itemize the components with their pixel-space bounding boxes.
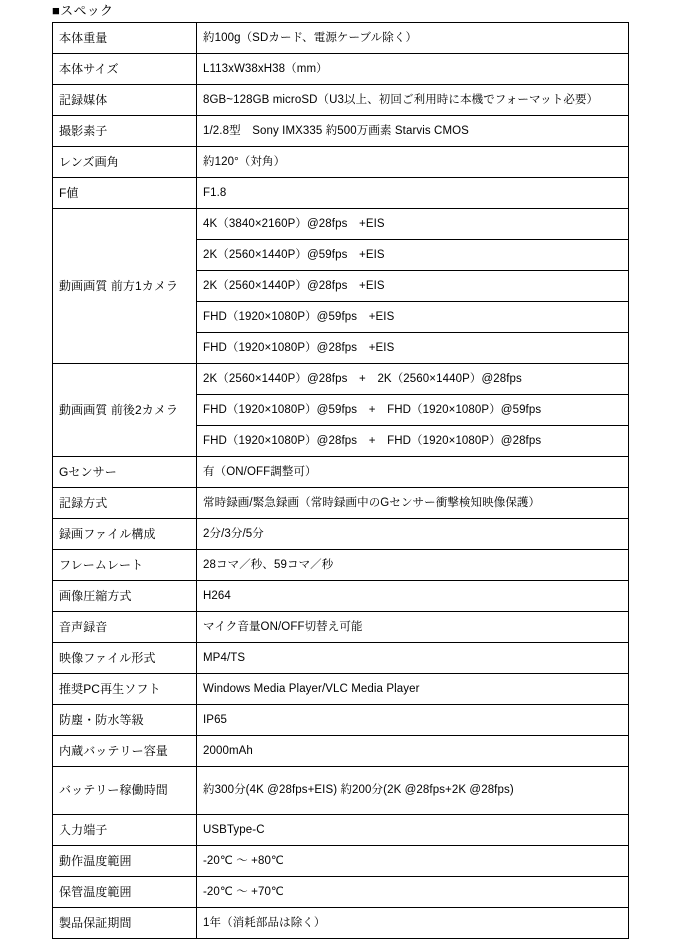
spec-value: 2000mAh	[197, 736, 629, 767]
spec-label: 防塵・防水等級	[53, 705, 197, 736]
spec-label: Gセンサー	[53, 457, 197, 488]
spec-value: マイク音量ON/OFF切替え可能	[197, 612, 629, 643]
spec-table	[52, 22, 629, 939]
table-row	[53, 908, 629, 939]
spec-value: 2K（2560×1440P）@59fps +EIS	[197, 240, 629, 271]
spec-value: 約300分(4K @28fps+EIS) 約200分(2K @28fps+2K @28fps)	[197, 767, 629, 815]
spec-value: 常時録画/緊急録画（常時録画中のGセンサー衝撃検知映像保護）	[197, 488, 629, 519]
table-row	[53, 54, 629, 85]
spec-label: 推奨PC再生ソフト	[53, 674, 197, 705]
spec-label: 保管温度範囲	[53, 877, 197, 908]
spec-label: 音声録音	[53, 612, 197, 643]
spec-value: FHD（1920×1080P）@28fps +EIS	[197, 333, 629, 364]
spec-label: 製品保証期間	[53, 908, 197, 939]
spec-value: L113xW38xH38（mm）	[197, 54, 629, 85]
table-row	[53, 736, 629, 767]
spec-label: 動画画質 前後2カメラ	[53, 364, 197, 457]
table-row	[53, 767, 629, 815]
spec-value: 8GB~128GB microSD（U3以上、初回ご利用時に本機でフォーマット必要）	[197, 85, 629, 116]
spec-label: 内蔵バッテリー容量	[53, 736, 197, 767]
spec-label: F値	[53, 178, 197, 209]
spec-table-body	[53, 23, 629, 939]
spec-label: フレームレート	[53, 550, 197, 581]
spec-label: 入力端子	[53, 815, 197, 846]
spec-value: 2K（2560×1440P）@28fps + 2K（2560×1440P）@28fps	[197, 364, 629, 395]
table-row	[53, 457, 629, 488]
table-row	[53, 178, 629, 209]
spec-label: 記録方式	[53, 488, 197, 519]
spec-value: 2K（2560×1440P）@28fps +EIS	[197, 271, 629, 302]
spec-value: 約120°（対角）	[197, 147, 629, 178]
spec-value: FHD（1920×1080P）@28fps + FHD（1920×1080P）@28fps	[197, 426, 629, 457]
spec-label: 動作温度範囲	[53, 846, 197, 877]
spec-value: USBType-C	[197, 815, 629, 846]
table-row	[53, 519, 629, 550]
spec-value: MP4/TS	[197, 643, 629, 674]
spec-label: バッテリー稼働時間	[53, 767, 197, 815]
spec-label: 撮影素子	[53, 116, 197, 147]
spec-value: 28コマ／秒、59コマ／秒	[197, 550, 629, 581]
spec-label: 本体重量	[53, 23, 197, 54]
spec-value: 有（ON/OFF調整可）	[197, 457, 629, 488]
table-row	[53, 364, 629, 395]
table-row	[53, 550, 629, 581]
spec-label: 動画画質 前方1カメラ	[53, 209, 197, 364]
table-row	[53, 612, 629, 643]
table-row	[53, 846, 629, 877]
spec-value: -20℃ ～ +80℃	[197, 846, 629, 877]
spec-table-container	[52, 22, 628, 939]
table-row	[53, 209, 629, 240]
spec-value: 約100g（SDカード、電源ケーブル除く）	[197, 23, 629, 54]
spec-label: レンズ画角	[53, 147, 197, 178]
table-row	[53, 116, 629, 147]
table-row	[53, 877, 629, 908]
spec-value: FHD（1920×1080P）@59fps + FHD（1920×1080P）@59fps	[197, 395, 629, 426]
spec-value: 1/2.8型 Sony IMX335 約500万画素 Starvis CMOS	[197, 116, 629, 147]
spec-value: FHD（1920×1080P）@59fps +EIS	[197, 302, 629, 333]
table-row	[53, 581, 629, 612]
page-title: ■スペック	[52, 3, 114, 18]
spec-label: 画像圧縮方式	[53, 581, 197, 612]
table-row	[53, 643, 629, 674]
table-row	[53, 815, 629, 846]
spec-value: F1.8	[197, 178, 629, 209]
spec-value: IP65	[197, 705, 629, 736]
spec-label: 録画ファイル構成	[53, 519, 197, 550]
spec-value: Windows Media Player/VLC Media Player	[197, 674, 629, 705]
spec-label: 映像ファイル形式	[53, 643, 197, 674]
table-row	[53, 23, 629, 54]
spec-value: H264	[197, 581, 629, 612]
spec-value: 1年（消耗部品は除く）	[197, 908, 629, 939]
table-row	[53, 705, 629, 736]
spec-label: 本体サイズ	[53, 54, 197, 85]
spec-value: -20℃ ～ +70℃	[197, 877, 629, 908]
table-row	[53, 488, 629, 519]
spec-label: 記録媒体	[53, 85, 197, 116]
spec-value: 4K（3840×2160P）@28fps +EIS	[197, 209, 629, 240]
table-row	[53, 147, 629, 178]
table-row	[53, 85, 629, 116]
spec-value: 2分/3分/5分	[197, 519, 629, 550]
